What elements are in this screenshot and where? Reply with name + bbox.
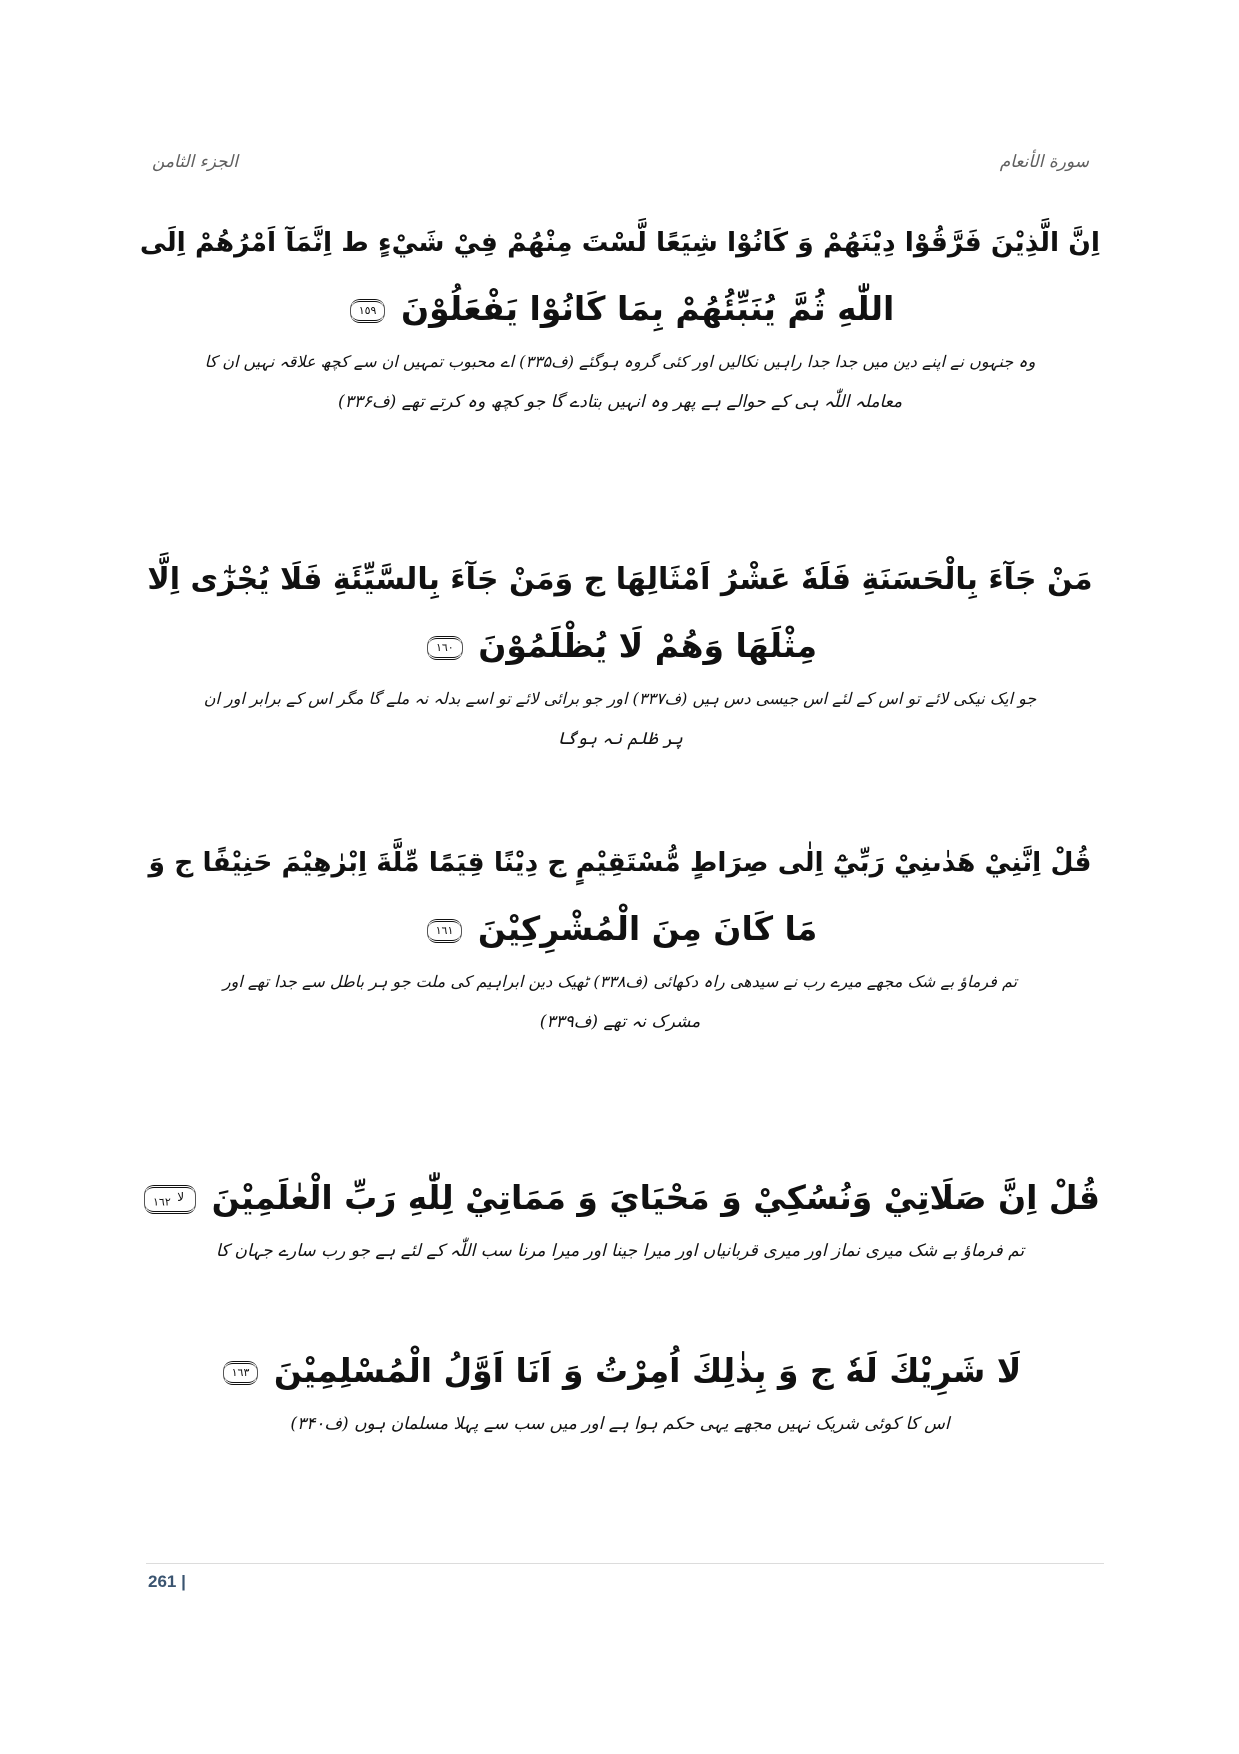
page-number: 261 |: [148, 1572, 186, 1591]
verse-arabic-line: [140, 1338, 1100, 1404]
translation-line: تم فرماؤ بے شک میری نماز اور میری قربانیاں اور میرا جینا اور میرا مرنا سب اللّٰہ کے لئے ہے جو رب سارے جہان کا: [215, 1241, 1025, 1261]
translation-line: اس کا کوئی شریک نہیں مجھے یہی حکم ہوا ہے اور میں سب سے پہلا مسلمان ہوں (ف۳۴۰): [290, 1414, 950, 1434]
verse-arabic-line: [140, 276, 1100, 342]
verse-159: [140, 210, 1100, 422]
translation-line: وہ جنہوں نے اپنے دین میں جدا جدا راہیں نکالیں اور کئی گروہ ہوگئے (ف۳۳۵) اے محبوب تمہیں ان سے کچھ علاقہ نہیں ان کا: [204, 352, 1036, 371]
verse-arabic-text: لَا شَرِيْكَ لَهٗ ج وَ بِذٰلِكَ اُمِرْتُ وَ اَنَا اَوَّلُ الْمُسْلِمِيْنَ: [273, 1351, 1022, 1390]
ayah-number-marker: [144, 1185, 196, 1215]
pause-mark: لا: [177, 1189, 185, 1204]
ayah-number-marker: ١٦٣: [223, 1361, 259, 1385]
verse-arabic-text: قُلْ اِنَّ صَلَاتِيْ وَنُسُكِيْ وَ مَحْيَايَ وَ مَمَاتِيْ لِلّٰهِ رَبِّ الْعٰلَمِيْنَ: [211, 1178, 1100, 1217]
verse-arabic-line: [140, 896, 1100, 962]
translation-line: پر ظلم نہ ہوگا: [557, 729, 683, 749]
verse-162: [140, 1165, 1100, 1271]
footer-divider: [146, 1563, 1104, 1564]
verse-arabic-line: اِنَّ الَّذِيْنَ فَرَّقُوْا دِيْنَهُمْ وَ كَانُوْا شِيَعًا لَّسْتَ مِنْهُمْ فِيْ شَيْءٍ ط اِنَّمَآ اَمْرُهُمْ اِلَى: [139, 227, 1100, 258]
surah-header: سورة الأنعام: [999, 152, 1089, 172]
translation-line: مشرک نہ تھے (ف۳۳۹): [539, 1012, 701, 1032]
verse-arabic-line: [140, 1165, 1100, 1231]
verse-arabic-line: قُلْ اِنَّنِيْ هَدٰىنِيْ رَبِّيْٓ اِلٰى صِرَاطٍ مُّسْتَقِيْمٍ ج دِيْنًا قِيَمًا مِّلَّةَ اِبْرٰهِيْمَ حَنِيْفًا ج وَ: [148, 847, 1092, 878]
verse-arabic-line: [140, 613, 1100, 679]
ayah-number: ١٦٢: [153, 1195, 171, 1209]
verse-163: [140, 1338, 1100, 1444]
verse-arabic-text: مِثْلَهَا وَهُمْ لَا يُظْلَمُوْنَ: [478, 626, 818, 665]
verse-160: [140, 547, 1100, 759]
ayah-number-marker: ١٥٩: [350, 299, 386, 323]
translation-line: معاملہ اللّٰہ ہی کے حوالے ہے پھر وہ انہیں بتادے گا جو کچھ وہ کرتے تھے (ف۳۳۶): [337, 392, 903, 412]
verse-arabic-line: مَنْ جَآءَ بِالْحَسَنَةِ فَلَهٗ عَشْرُ اَمْثَالِهَا ج وَمَنْ جَآءَ بِالسَّيِّئَةِ فَلَا يُجْزٰٓى اِلَّا: [147, 562, 1093, 597]
verse-arabic-text: اللّٰهِ ثُمَّ يُنَبِّئُهُمْ بِمَا كَانُوْا يَفْعَلُوْنَ: [400, 289, 895, 328]
verse-arabic-text: مَا كَانَ مِنَ الْمُشْرِكِيْنَ: [477, 909, 818, 948]
verse-161: [140, 830, 1100, 1042]
ayah-number-marker: ١٦١: [427, 919, 463, 943]
juz-header: الجزء الثامن: [152, 152, 238, 172]
translation-line: جو ایک نیکی لائے تو اس کے لئے اس جیسی دس ہیں (ف۳۳۷) اور جو برائی لائے تو اسے بدلہ نہ ملے گا مگر اس کے برابر اور ان: [203, 689, 1037, 708]
ayah-number-marker: ١٦٠: [427, 636, 463, 660]
translation-line: تم فرماؤ بے شک مجھے میرے رب نے سیدھی راہ دکھائی (ف۳۳۸) ٹھیک دین ابراہیم کی ملت جو ہر باطل سے جدا تھے اور: [222, 972, 1018, 991]
